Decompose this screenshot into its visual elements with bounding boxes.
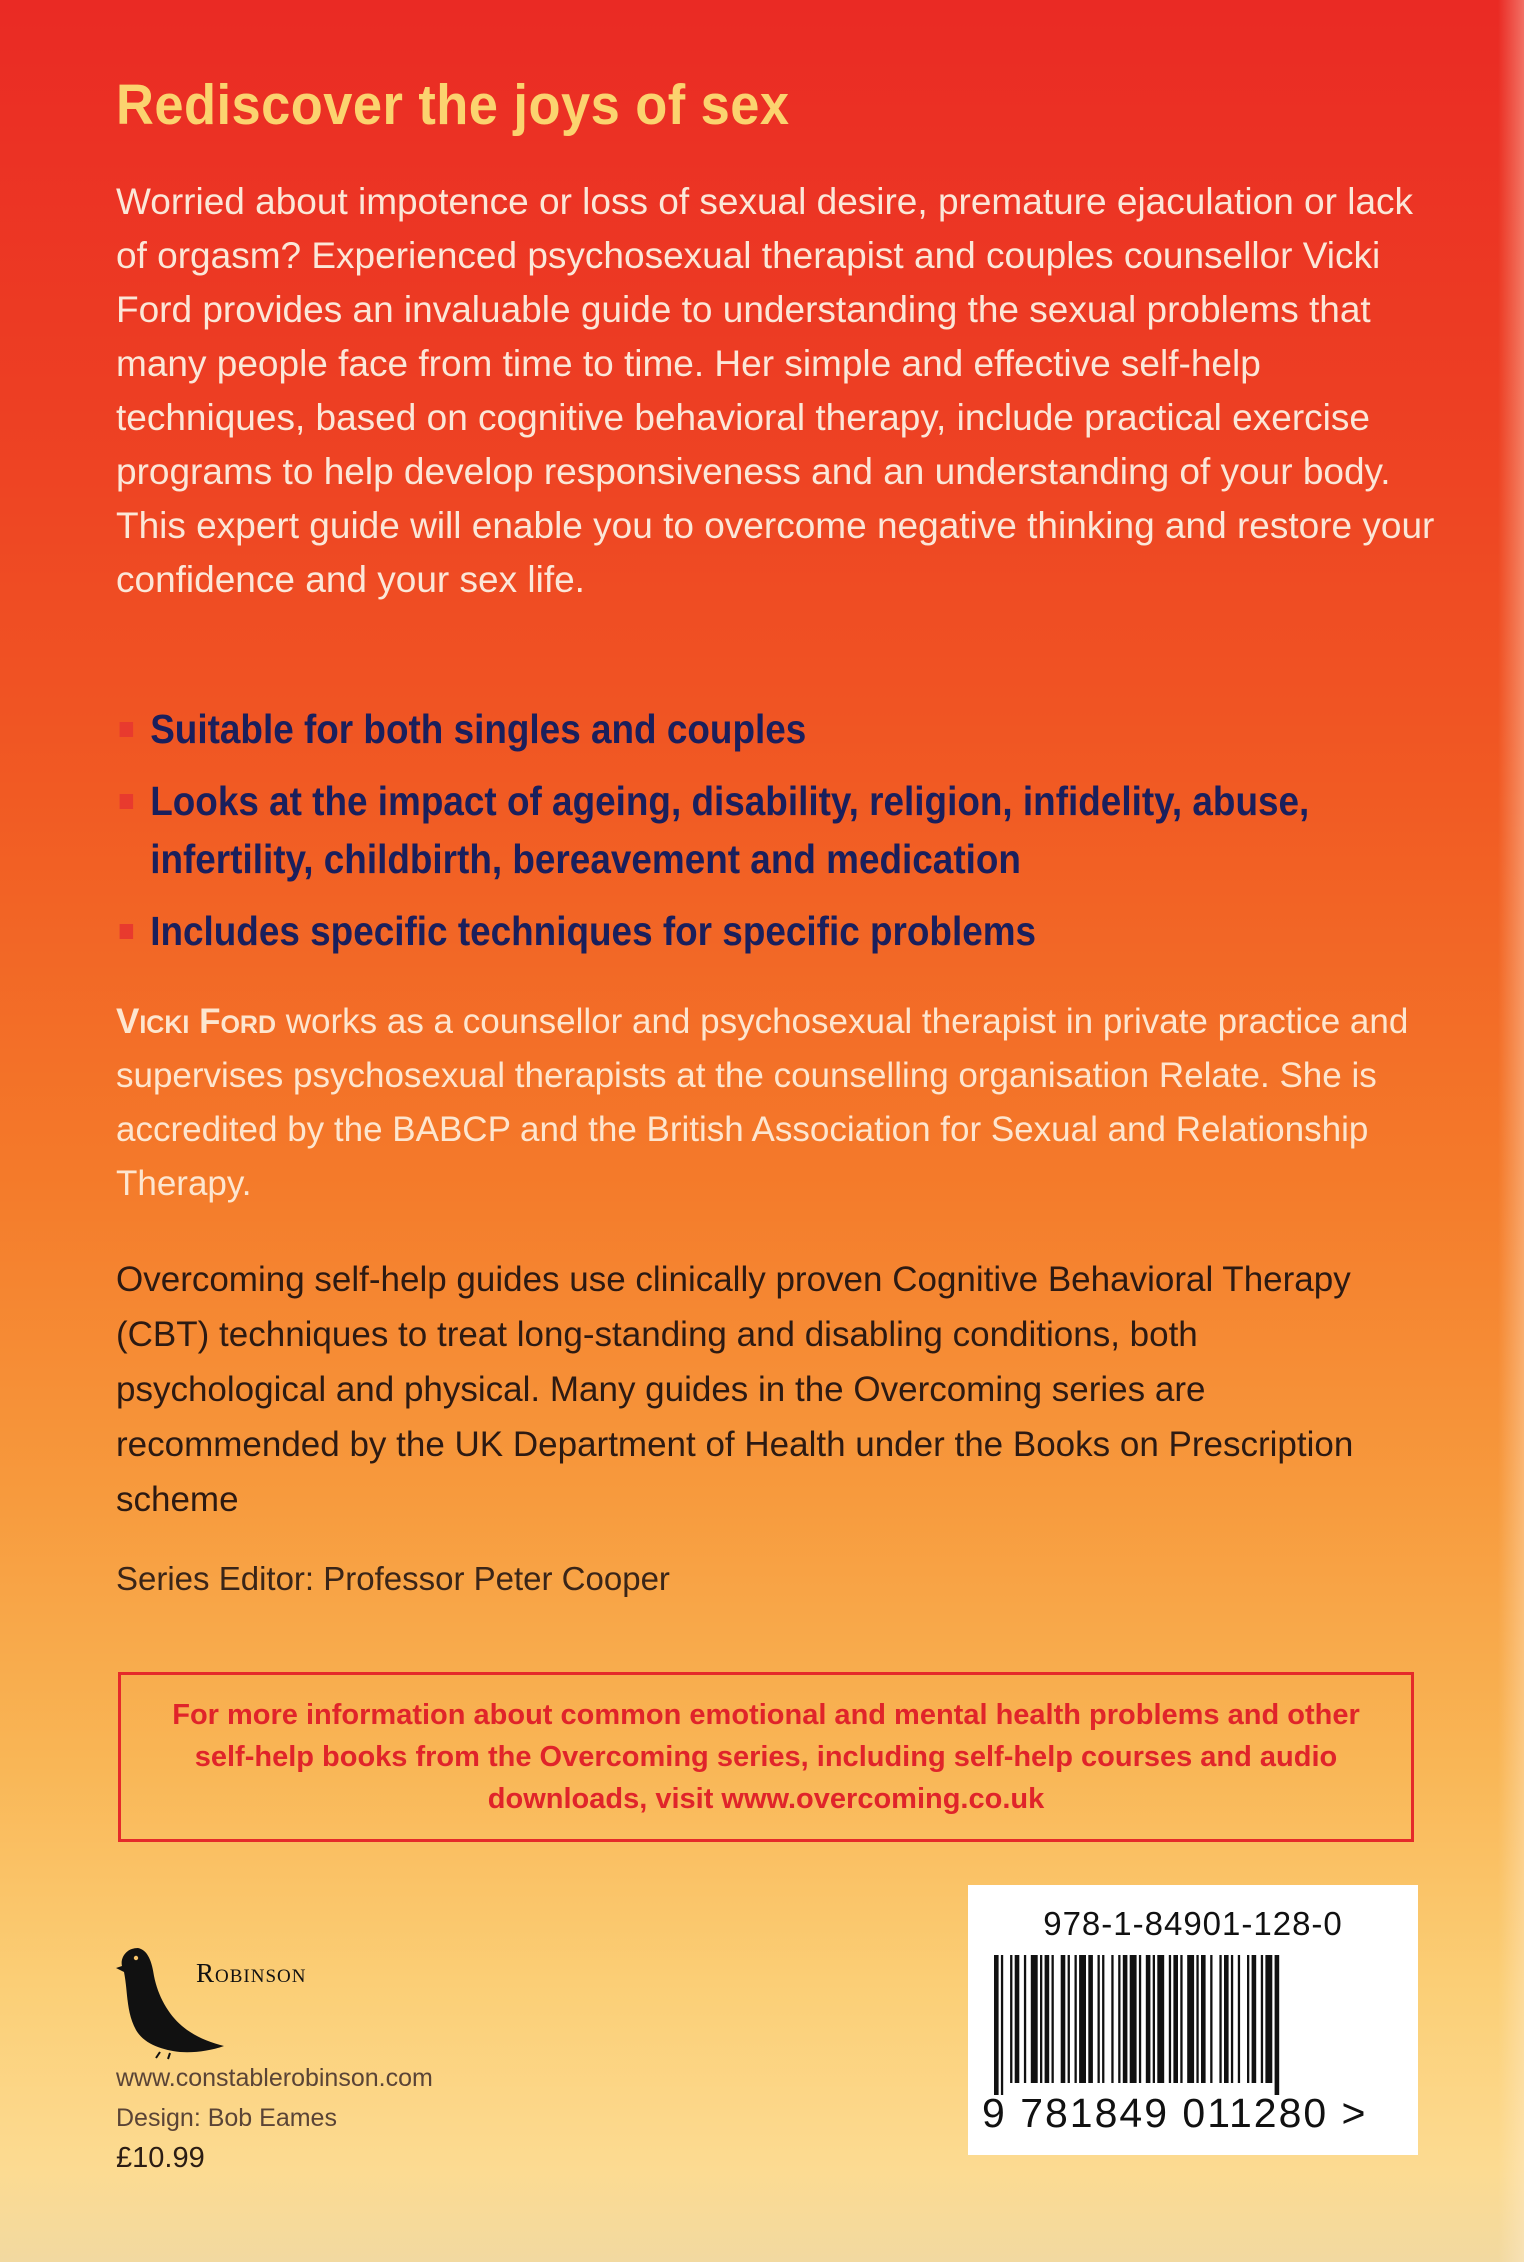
barcode-bar [1102,1955,1104,2083]
publisher-name: Robinson [196,1958,307,1988]
feature-text: Includes specific techniques for specific problems [150,908,1037,954]
barcode-bar [1238,1955,1240,2083]
barcode-bar [1088,1955,1093,2083]
barcode-icon [988,1955,1398,2095]
barcode-bar [1024,1955,1026,2083]
cover-edge [1498,0,1524,2262]
barcode-digits: 9 781849 011280 > [982,2090,1368,2136]
author-bio-text: works as a counsellor and psychosexual therapist in private practice and supervises psychosexual therapists at the counselling organisation Relate. She is accredited by the BABCP and the British Association for Sexual and Relationship Therapy. [116,1002,1409,1203]
square-bullet-icon [120,924,134,939]
barcode-bar [1068,1955,1070,2083]
barcode-bar [1252,1955,1257,2083]
barcode-bar [1111,1955,1113,2083]
price: £10.99 [116,2142,205,2174]
footer-info [116,2058,433,2178]
author-bio [116,995,1416,1211]
square-bullet-icon [120,722,134,737]
barcode-bar [1153,1955,1155,2083]
barcode-bar [1187,1955,1194,2083]
feature-item [116,772,1446,888]
barcode-bar [1224,1955,1229,2083]
info-box [118,1672,1414,1842]
publisher-website: www.constablerobinson.com [116,2064,433,2092]
barcode-bar [1130,1955,1137,2083]
barcode-bar [1118,1955,1120,2083]
barcode-bar [1040,1955,1042,2083]
barcode-bar [1265,1955,1272,2083]
barcode-block [968,1885,1418,2155]
feature-text: Looks at the impact of ageing, disability, religion, infidelity, abuse, infertility, childbirth, bereavement and medication [150,778,1310,882]
barcode-bar [1219,1955,1221,2083]
feature-item [116,700,1446,758]
barcode-bar [1010,1955,1012,2083]
barcode-bar [1045,1955,1050,2083]
barcode-bar [1079,1955,1086,2083]
barcode-bar [1031,1955,1038,2083]
isbn-number: 978-1-84901-128-0 [1043,1905,1343,1942]
barcode-bar [1210,1955,1212,2083]
design-credit: Design: Bob Eames [116,2104,337,2132]
barcode-bar [1247,1955,1249,2083]
series-editor: Series Editor: Professor Peter Cooper [116,1560,670,1597]
barcode-bar [1015,1955,1020,2083]
headline: Rediscover the joys of sex [116,73,790,137]
barcode-bar [1261,1955,1263,2083]
barcode-bar [1231,1955,1233,2083]
feature-text: Suitable for both singles and couples [150,706,807,752]
barcode-bar [1139,1955,1141,2083]
barcode-bar [1196,1955,1198,2083]
barcode-bar [1201,1955,1206,2083]
barcode-bar [1275,1955,1280,2095]
barcode-bar [1052,1955,1054,2083]
info-box-text: For more information about common emotional and mental health problems and other self-help books from the Overcoming series, including self-help courses and audio downloads, visit www.overcoming.co.uk [172,1699,1360,1815]
publisher-logo [116,1940,476,2060]
barcode-bar [1169,1955,1171,2083]
barcode-bar [1075,1955,1077,2083]
barcode-bar [994,1955,999,2095]
barcode-bar [1098,1955,1100,2083]
intro-paragraph: Worried about impotence or loss of sexual desire, premature ejaculation or lack of orgasm? Experienced psychosexual therapist and couples counsellor Vicki Ford provides an invaluable guide to understanding the sexual problems that many people face from time to time. Her simple and effective self-help techniques, based on cognitive behavioral therapy, include practical exercise programs to help develop responsiveness and an understanding of your body. This expert guide will enable you to overcome negative thinking and restore your confidence and your sex life. [116,181,1435,600]
barcode-bar [1180,1955,1182,2083]
author-name: Vicki Ford [116,1002,277,1041]
series-description: Overcoming self-help guides use clinically proven Cognitive Behavioral Therapy (CBT) techniques to treat long-standing and disabling conditions, both psychological and physical. Many guides in the Overcoming series are recommended by the UK Department of Health under the Books on Prescription scheme [116,1260,1354,1519]
barcode-bar [1001,1955,1003,2095]
feature-list [116,700,1416,974]
barcode-bar [1173,1955,1178,2083]
feature-item [116,902,1446,960]
barcode-bar [1157,1955,1164,2083]
barcode-bar [1061,1955,1066,2083]
barcode-bar [1146,1955,1151,2083]
barcode-bar [1123,1955,1128,2083]
square-bullet-icon [120,794,134,809]
